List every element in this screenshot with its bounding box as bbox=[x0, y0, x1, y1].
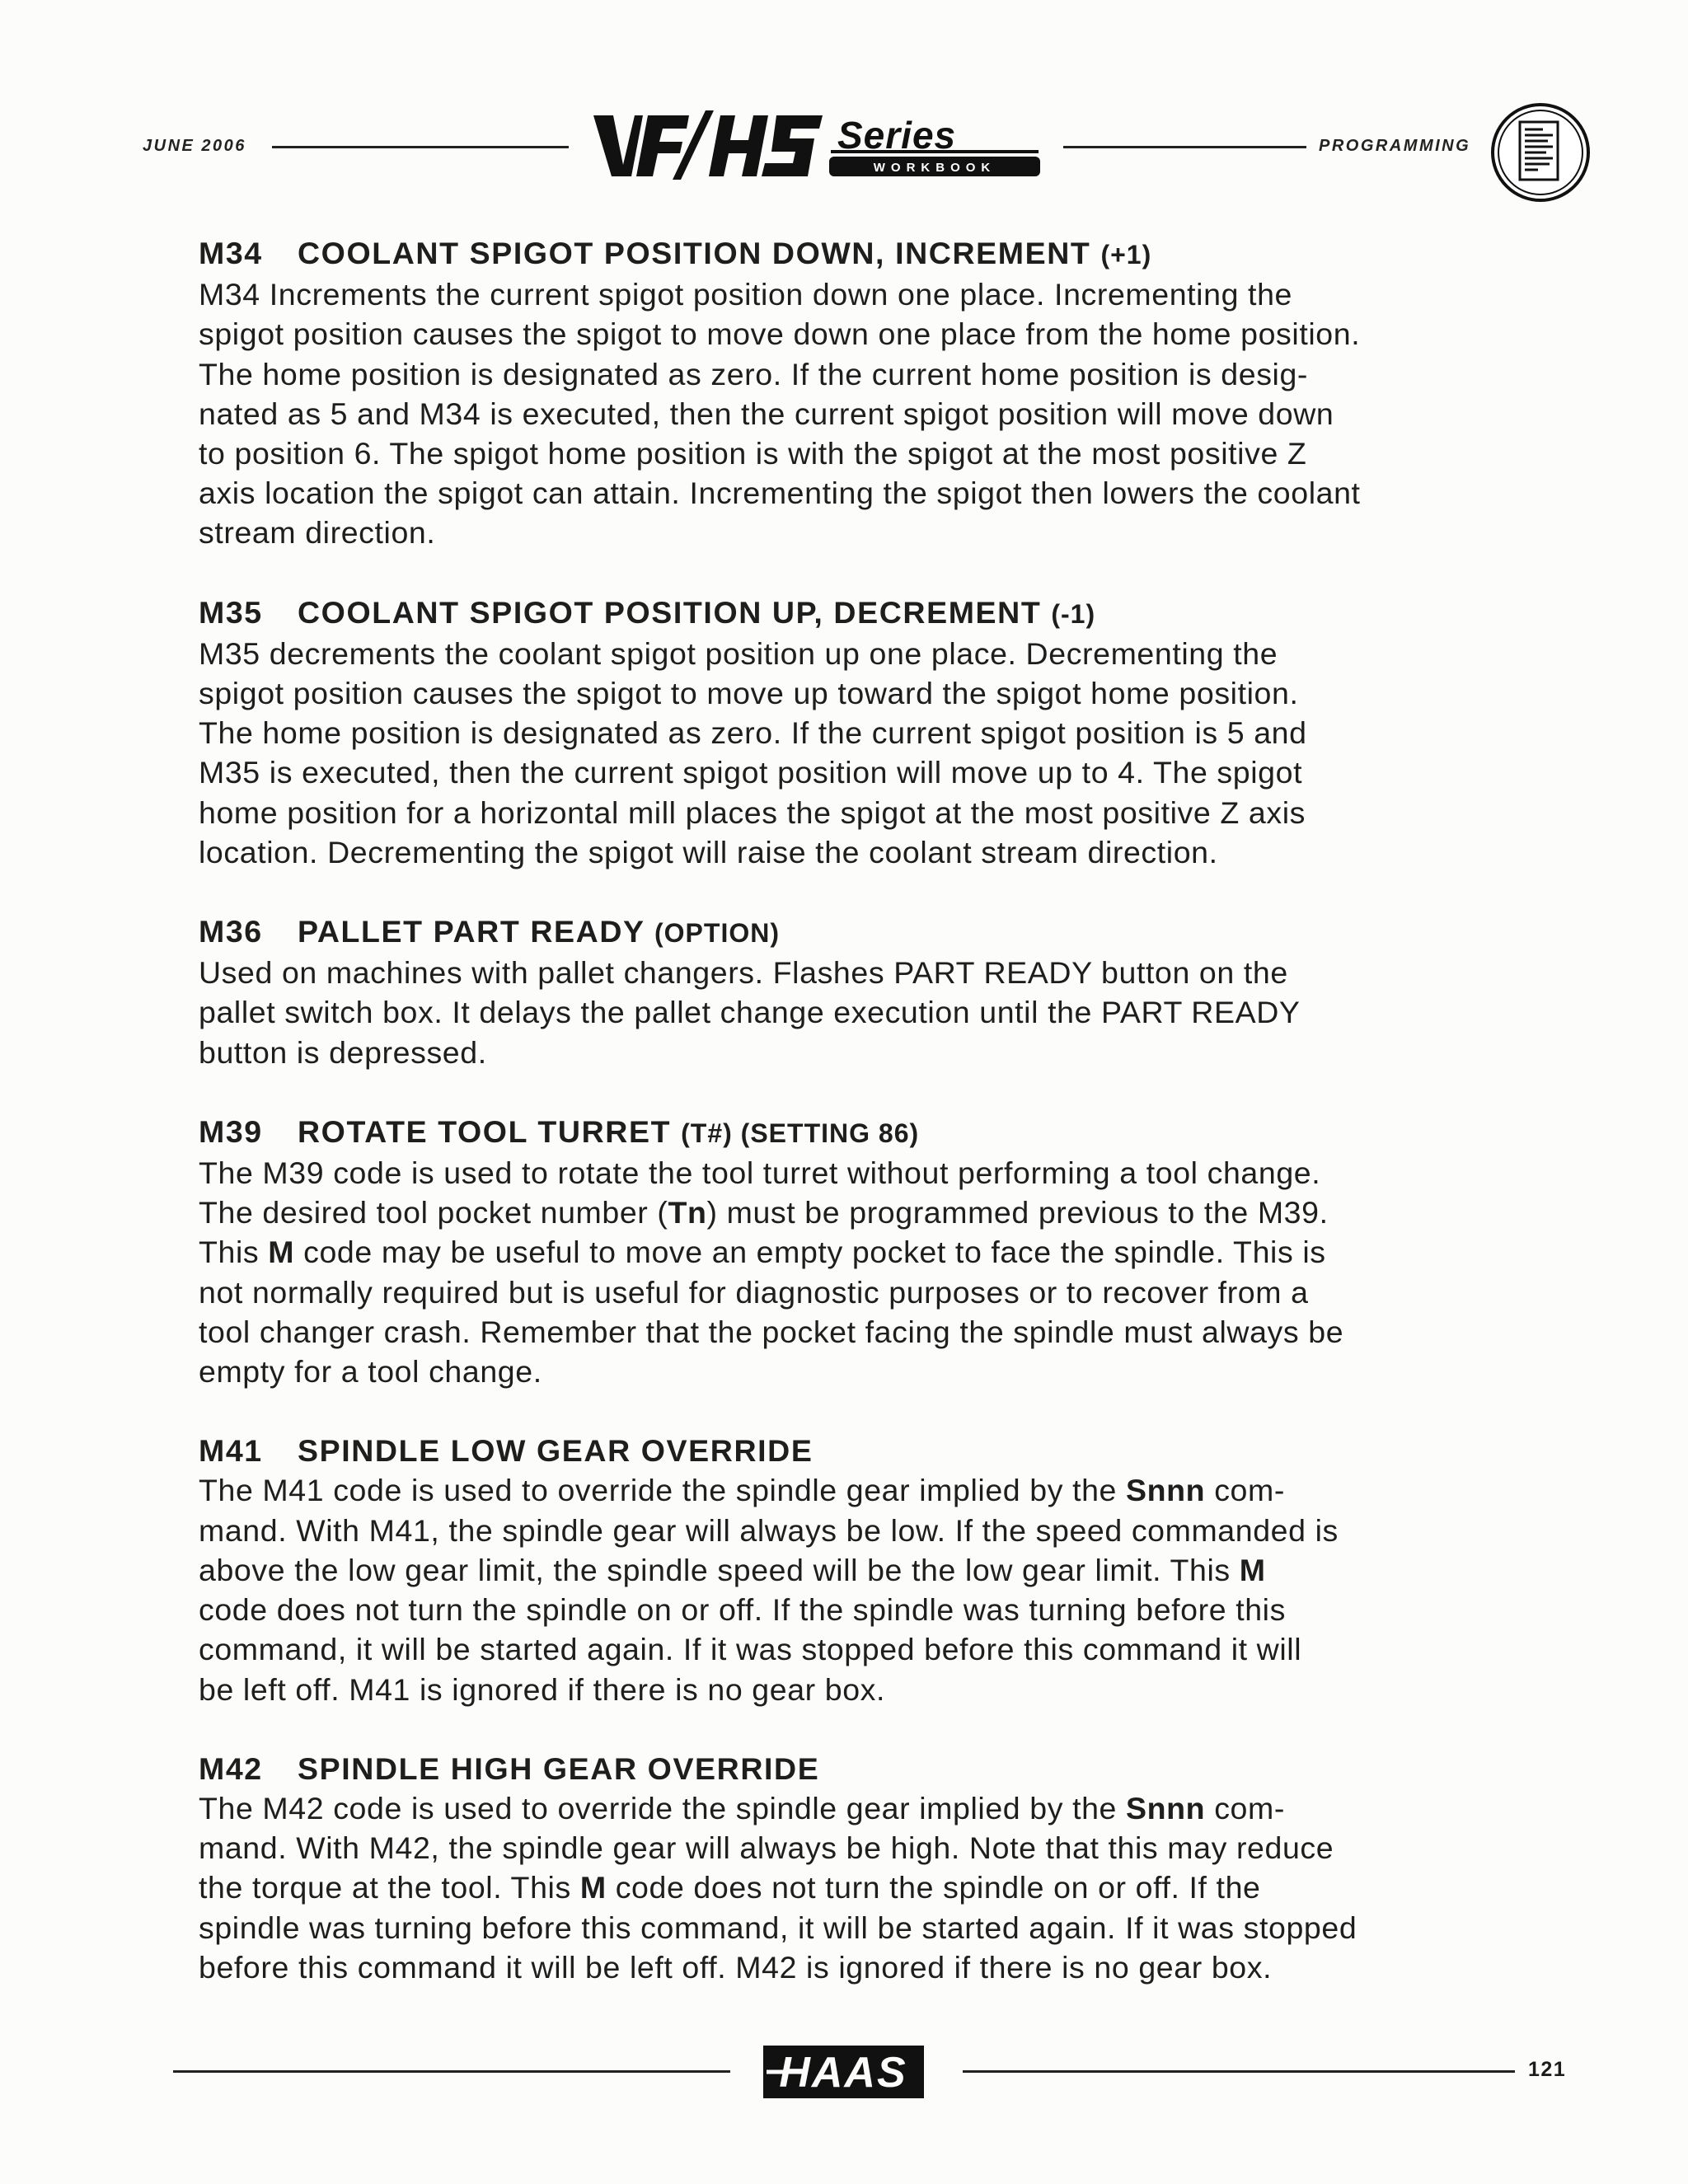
body-line: Used on machines with pallet changers. Flashes PART READY button on the bbox=[199, 955, 1288, 991]
entry-note: (+1) bbox=[1100, 240, 1152, 269]
entry-heading bbox=[199, 593, 1501, 634]
entry-m41 bbox=[199, 1431, 1501, 1708]
entry-m35 bbox=[199, 593, 1501, 872]
body-line: M35 is executed, then the current spigot position will move up to 4. The spigot bbox=[199, 755, 1303, 790]
body-line: not normally required but is useful for diagnostic purposes or to recover from a bbox=[199, 1274, 1309, 1310]
body-line: code does not turn the spindle on or off. If the spindle was turning before this bbox=[199, 1592, 1286, 1628]
header-rule-right bbox=[1063, 146, 1306, 148]
page-number: 121 bbox=[1528, 2058, 1567, 2081]
body-line: This M code may be useful to move an empty pocket to face the spindle. This is bbox=[199, 1235, 1326, 1270]
body-line: button is depressed. bbox=[199, 1034, 487, 1070]
body-line: location. Decrementing the spigot will raise the coolant stream direction. bbox=[199, 834, 1218, 869]
body-line: before this command it will be left off. M42 is ignored if there is no gear box. bbox=[199, 1949, 1273, 1985]
entry-heading bbox=[199, 233, 1501, 274]
body-line: The M41 code is used to override the spindle gear implied by the Snnn com- bbox=[199, 1473, 1285, 1508]
entry-heading bbox=[199, 1431, 1501, 1470]
body-line: The M42 code is used to override the spindle gear implied by the Snnn com- bbox=[199, 1790, 1285, 1825]
entry-code: M34 bbox=[199, 236, 263, 270]
entry-heading bbox=[199, 912, 1501, 953]
entry-code: M35 bbox=[199, 594, 263, 630]
body-line: stream direction. bbox=[199, 515, 436, 551]
body-line: The M39 code is used to rotate the tool turret without performing a tool change. bbox=[199, 1155, 1321, 1191]
entry-code: M42 bbox=[199, 1750, 263, 1786]
entry-m39 bbox=[199, 1112, 1501, 1391]
body-line: M35 decrements the coolant spigot position up one place. Decrementing the bbox=[199, 635, 1278, 671]
header-rule-left bbox=[272, 146, 569, 148]
footer-rule-right bbox=[963, 2070, 1515, 2073]
body-line: The desired tool pocket number (Tn) must be programmed previous to the M39. bbox=[199, 1195, 1329, 1230]
body-line: axis location the spigot can attain. Incrementing the spigot then lowers the coolant bbox=[199, 476, 1361, 511]
entry-heading bbox=[199, 1749, 1501, 1788]
body-line: pallet switch box. It delays the pallet change execution until the PART READY bbox=[199, 995, 1301, 1030]
entry-title: COOLANT SPIGOT POSITION DOWN, INCREMENT bbox=[298, 236, 1091, 270]
header-date: JUNE 2006 bbox=[143, 137, 246, 155]
svg-text:Series: Series bbox=[837, 114, 957, 157]
entry-code: M41 bbox=[199, 1433, 263, 1469]
entry-m34 bbox=[199, 233, 1501, 553]
entry-m36 bbox=[199, 912, 1501, 1072]
body-line: The home position is designated as zero. If the current spigot position is 5 and bbox=[199, 715, 1307, 751]
entry-title: COOLANT SPIGOT POSITION UP, DECREMENT bbox=[298, 594, 1042, 630]
entry-note: (T#) (SETTING 86) bbox=[681, 1118, 920, 1148]
body-line: empty for a tool change. bbox=[199, 1354, 542, 1390]
series-workbook-logo bbox=[590, 107, 1052, 181]
footer-rule-left bbox=[173, 2070, 730, 2073]
header-section: PROGRAMMING bbox=[1319, 137, 1471, 155]
entry-code: M36 bbox=[199, 914, 263, 949]
m-code-entries bbox=[199, 233, 1501, 2027]
body-line: above the low gear limit, the spindle speed will be the low gear limit. This M bbox=[199, 1552, 1266, 1587]
body-line: spigot position causes the spigot to move up toward the spigot home position. bbox=[199, 676, 1299, 711]
body-line: to position 6. The spigot home position is with the spigot at the most positive Z bbox=[199, 436, 1307, 471]
body-line: The home position is designated as zero. If the current home position is desig- bbox=[199, 356, 1309, 391]
body-line: command, it will be started again. If it was stopped before this command it will bbox=[199, 1632, 1302, 1667]
entry-title: ROTATE TOOL TURRET bbox=[298, 1113, 672, 1149]
haas-logo-text: HAAS bbox=[779, 2049, 907, 2097]
entry-note: (-1) bbox=[1051, 598, 1096, 629]
body-line: nated as 5 and M34 is executed, then the current spigot position will move down bbox=[199, 396, 1334, 431]
body-line: M34 Increments the current spigot position down one place. Incrementing the bbox=[199, 277, 1292, 312]
body-line: home position for a horizontal mill places the spigot at the most positive Z axis bbox=[199, 794, 1306, 830]
entry-heading bbox=[199, 1112, 1501, 1153]
entry-m42 bbox=[199, 1749, 1501, 1987]
haas-logo bbox=[763, 2046, 924, 2098]
body-line: the torque at the tool. This M code does not turn the spindle on or off. If the bbox=[199, 1870, 1261, 1905]
logo-workbook-text: WORKBOOK bbox=[873, 161, 996, 175]
entry-code: M39 bbox=[199, 1113, 263, 1149]
body-line: mand. With M42, the spindle gear will always be high. Note that this may reduce bbox=[199, 1830, 1334, 1866]
body-line: mand. With M41, the spindle gear will always be low. If the speed commanded is bbox=[199, 1512, 1339, 1548]
entry-note: (OPTION) bbox=[654, 918, 780, 949]
entry-title: PALLET PART READY bbox=[298, 914, 645, 949]
body-line: spigot position causes the spigot to move down one place from the home position. bbox=[199, 316, 1361, 352]
body-line: tool changer crash. Remember that the pocket facing the spindle must always be bbox=[199, 1314, 1344, 1349]
document-icon bbox=[1489, 101, 1592, 204]
entry-title: SPINDLE HIGH GEAR OVERRIDE bbox=[298, 1750, 820, 1786]
entry-title: SPINDLE LOW GEAR OVERRIDE bbox=[298, 1433, 814, 1469]
body-line: spindle was turning before this command, it will be started again. If it was stopped bbox=[199, 1910, 1357, 1945]
body-line: be left off. M41 is ignored if there is no gear box. bbox=[199, 1671, 886, 1707]
